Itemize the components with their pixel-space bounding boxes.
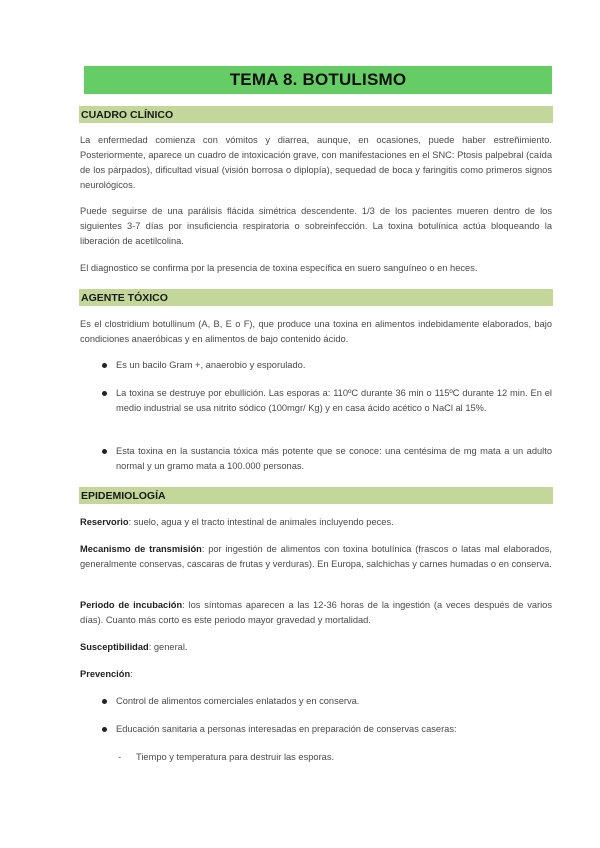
term-text: : por ingestión de alimentos con toxina botulínica (frascos o latas mal elaborados, generalmente conservas, cascaras de frutas y verduras). En Europa, salchichas y carnes humadas o en conserva. — [80, 544, 552, 569]
paragraph-agente-toxico: Es el clostridium botullinum (A, B, E o F), que produce una toxina en alimentos indebidamente elaborados, bajo condiciones anaeróbicas y en alimentos de bajo contenido ácido. — [80, 319, 552, 344]
term-label: Mecanismo de transmisión — [80, 544, 202, 554]
bullet-icon — [102, 391, 107, 396]
paragraph-cuadro-clinico-3: El diagnostico se confirma por la presencia de toxina específica en suero sanguíneo o en heces. — [80, 263, 478, 273]
bullet-icon — [102, 363, 107, 368]
section-heading: CUADRO CLÍNICO — [81, 108, 174, 121]
sub-list-item-text: Tiempo y temperatura para destruir las esporas. — [136, 752, 335, 762]
paragraph-susceptibilidad — [80, 640, 552, 655]
section-header-agente-toxico — [79, 289, 553, 306]
term-text: : los síntomas aparecen a las 12-36 horas de la ingestión (a veces después de varios días). Cuanto más corto es este periodo mayor gravedad y mortalidad. — [80, 600, 552, 625]
list-item-text: Es un bacilo Gram +, anaerobio y esporulado. — [116, 360, 306, 370]
section-header-epidemiologia — [79, 487, 553, 504]
term-text: : suelo, agua y el tracto intestinal de animales incluyendo peces. — [128, 517, 394, 527]
paragraph-periodo — [80, 598, 552, 628]
list-item-text: Educación sanitaria a personas interesadas en preparación de conservas caseras: — [116, 724, 457, 734]
bullet-icon — [102, 727, 107, 732]
list-item-text: Esta toxina en la sustancia tóxica más potente que se conoce: una centésima de mg mata a un adulto normal y un gramo mata a 100.000 personas. — [116, 446, 552, 471]
list-item-text: La toxina se destruye por ebullición. Las esporas a: 110ºC durante 36 min o 115ºC durante 12 min. En el medio industrial se usa nitrito sódico (100mgr/ Kg) y en casa ácido acético o NaCl al 15%. — [116, 388, 552, 413]
paragraph-reservorio — [80, 515, 552, 530]
term-label: Susceptibilidad — [80, 642, 149, 652]
section-header-cuadro-clinico — [79, 106, 553, 123]
term-label: Prevención — [80, 669, 131, 679]
paragraph-prevencion — [80, 667, 552, 682]
bullet-icon — [102, 449, 107, 454]
paragraph-mecanismo — [80, 542, 552, 572]
term-label: Reservorio — [80, 517, 129, 527]
paragraph-cuadro-clinico-1: La enfermedad comienza con vómitos y diarrea, aunque, en ocasiones, puede haber estreñimiento. Posteriormente, aparece un cuadro de intoxicación grave, con manifestaciones en el SNC: Ptosis palpebral (caída de los párpados), dificultad visual (visión borrosa o diplopía), sequedad de boca y faringitis como primeros signos neurológicos. — [80, 135, 552, 190]
section-heading: AGENTE TÓXICO — [81, 291, 168, 304]
list-item-text: Control de alimentos comerciales enlatados y en conserva. — [116, 696, 360, 706]
paragraph-cuadro-clinico-2: Puede seguirse de una parálisis flácida simétrica descendente. 1/3 de los pacientes mueren dentro de los siguientes 3-7 días por insuficiencia respiratoria o sobreinfección. La toxina botulínica actúa bloqueando la liberación de acetilcolina. — [80, 206, 552, 246]
document-title-bar — [84, 66, 552, 94]
dash-marker: - — [118, 752, 122, 762]
term-label: Periodo de incubación — [80, 600, 183, 610]
term-text: : — [130, 669, 133, 679]
term-text: : general. — [148, 642, 188, 652]
document-title: TEMA 8. BOTULISMO — [229, 70, 407, 89]
bullet-icon — [102, 699, 107, 704]
section-heading: EPIDEMIOLOGÍA — [81, 489, 166, 502]
